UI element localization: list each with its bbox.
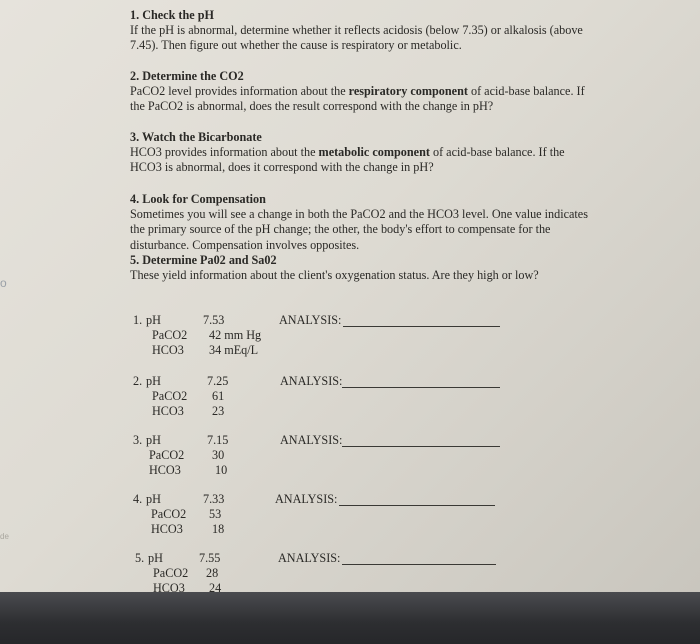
section-text-part: of acid-base balance. If the PaCO2 is abnormal, does the result correspond with the change in pH? — [130, 84, 585, 114]
hco3-value: 34 mEq/L — [209, 343, 259, 357]
hco3-label: HCO3 — [152, 343, 184, 357]
problem-4 — [133, 492, 283, 537]
problem-2 — [133, 374, 283, 419]
analysis-3 — [280, 433, 342, 448]
section-heading: 2. Determine the CO2 — [130, 69, 244, 83]
section-compensation — [130, 192, 588, 283]
paco2-value: 28 — [206, 566, 219, 580]
analysis-1 — [279, 313, 341, 328]
paco2-label: PaCO2 — [149, 448, 185, 462]
problem-number: 1. — [133, 313, 143, 327]
hco3-label: HCO3 — [151, 522, 183, 536]
analysis-label: ANALYSIS: — [280, 433, 343, 447]
ph-value: 7.15 — [207, 433, 229, 447]
ph-label: pH — [146, 433, 161, 447]
analysis-answer-line[interactable] — [342, 387, 500, 388]
hco3-value: 24 — [209, 581, 222, 595]
section-text — [130, 145, 588, 175]
section-text: These yield information about the client's oxygenation status. Are they high or low? — [130, 268, 539, 283]
section-text — [130, 84, 588, 114]
section-text: Sometimes you will see a change in both the PaCO2 and the HCO3 level. One value indicates the primary source of the pH change; the other, the body's effort to compensate for the disturbance. Compensation involves opposites. — [130, 207, 588, 252]
section-text-part: of acid-base balance. If the HCO3 is abnormal, does it correspond with the change in pH? — [130, 145, 565, 175]
problem-number: 5. — [135, 551, 145, 565]
section-check-ph — [130, 8, 588, 54]
paco2-label: PaCO2 — [153, 566, 189, 580]
analysis-answer-line[interactable] — [342, 564, 496, 565]
analysis-answer-line[interactable] — [342, 446, 500, 447]
problem-number: 3. — [133, 433, 143, 447]
analysis-2 — [280, 374, 342, 389]
edge-mark: o — [0, 276, 7, 290]
ph-label: pH — [146, 374, 161, 388]
section-determine-co2 — [130, 69, 588, 115]
analysis-label: ANALYSIS: — [279, 313, 342, 327]
hco3-value: 10 — [215, 463, 228, 477]
ph-label: pH — [146, 492, 161, 506]
analysis-answer-line[interactable] — [343, 326, 500, 327]
ph-value: 7.55 — [199, 551, 221, 565]
analysis-label: ANALYSIS: — [280, 374, 343, 388]
problem-number: 2. — [133, 374, 143, 388]
section-heading: 3. Watch the Bicarbonate — [130, 130, 262, 144]
hco3-value: 23 — [212, 404, 225, 418]
ph-value: 7.33 — [203, 492, 225, 506]
paco2-label: PaCO2 — [151, 507, 187, 521]
edge-mark: de — [0, 532, 9, 541]
analysis-answer-line[interactable] — [339, 505, 495, 506]
ph-value: 7.53 — [203, 313, 225, 327]
problem-3 — [133, 433, 283, 478]
ph-label: pH — [146, 313, 161, 327]
paco2-label: PaCO2 — [152, 328, 188, 342]
section-heading: 1. Check the pH — [130, 8, 214, 22]
section-bicarbonate — [130, 130, 588, 176]
analysis-label: ANALYSIS: — [278, 551, 341, 565]
paco2-label: PaCO2 — [152, 389, 188, 403]
analysis-5 — [278, 551, 340, 566]
section-heading: 4. Look for Compensation — [130, 192, 266, 206]
hco3-label: HCO3 — [152, 404, 184, 418]
section-text-part: HCO3 provides information about the — [130, 145, 319, 160]
problem-5 — [135, 551, 285, 596]
section-heading: 5. Determine Pa02 and Sa02 — [130, 252, 277, 267]
hco3-label: HCO3 — [149, 463, 181, 477]
hco3-value: 18 — [212, 522, 225, 536]
section-text-part: PaCO2 level provides information about the — [130, 84, 349, 99]
section-text-bold: metabolic component — [318, 145, 430, 160]
ph-label: pH — [148, 551, 163, 565]
paco2-value: 30 — [212, 448, 225, 462]
section-text-bold: respiratory component — [348, 84, 468, 99]
paco2-value: 53 — [209, 507, 222, 521]
section-text: If the pH is abnormal, determine whether it reflects acidosis (below 7.35) or alkalosis (above 7.45). Then figure out whether the cause is respiratory or metabolic. — [130, 23, 583, 53]
hco3-label: HCO3 — [153, 581, 185, 595]
analysis-4 — [275, 492, 337, 507]
paco2-value: 61 — [212, 389, 225, 403]
paco2-value: 42 mm Hg — [209, 328, 262, 342]
desk-edge — [0, 592, 700, 644]
analysis-label: ANALYSIS: — [275, 492, 338, 506]
problem-number: 4. — [133, 492, 143, 506]
problem-1 — [133, 313, 283, 358]
ph-value: 7.25 — [207, 374, 229, 388]
